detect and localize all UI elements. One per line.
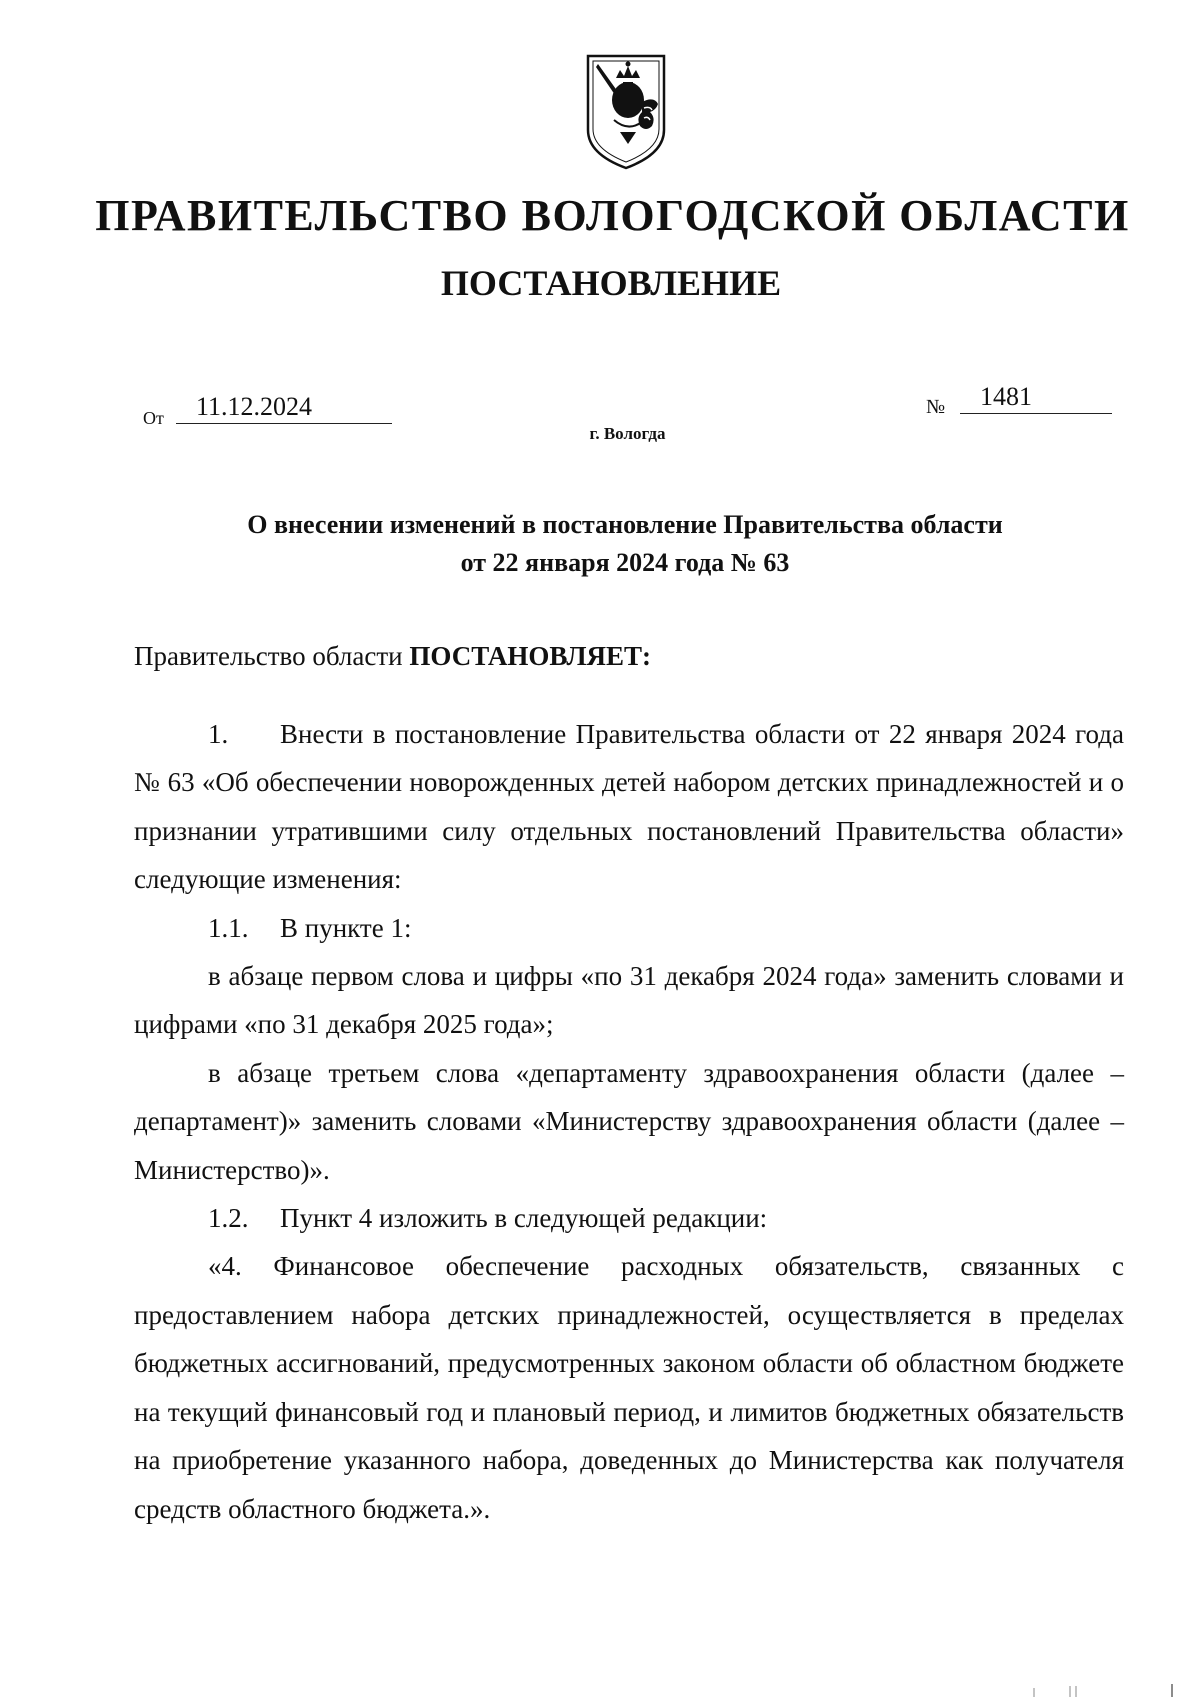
preamble-emphasis: ПОСТАНОВЛЯЕТ: <box>409 641 651 671</box>
document-body <box>134 710 1124 1533</box>
preamble-text: Правительство области <box>134 641 403 671</box>
document-date: 11.12.2024 <box>176 392 392 424</box>
paragraph-1-number: 1. <box>208 719 229 749</box>
paragraph-1-1-b: в абзаце третьем слова «департаменту здравоохранения области (далее – департамент)» заменить словами «Министерству здравоохранения области (далее – Министерство)». <box>134 1057 1124 1185</box>
paragraph-1-2-number: 1.2. <box>208 1203 249 1234</box>
paragraph-1-2-text: Пункт 4 изложить в следующей редакции: <box>280 1203 768 1234</box>
subject-line-2: от 22 января 2024 года № 63 <box>460 548 790 577</box>
city: г. Вологда <box>589 424 666 443</box>
date-prefix: От <box>143 408 164 428</box>
paragraph-1-1-a: в абзаце первом слова и цифры «по 31 декабря 2024 года» заменить словами и цифрами «по 31 декабря 2025 года»; <box>134 961 1124 1040</box>
paragraph-1-1-text: В пункте 1: <box>280 912 412 943</box>
coat-of-arms-icon <box>584 52 668 170</box>
subject-line-1: О внесении изменений в постановление Правительства области <box>247 510 1003 539</box>
paragraph-1-2 <box>134 1194 1124 1242</box>
document-type: ПОСТАНОВЛЕНИЕ <box>440 263 782 303</box>
paragraph-1-1-number: 1.1. <box>208 912 249 943</box>
paragraph-1-2-quote: «4. Финансовое обеспечение расходных обязательств, связанных с предоставлением набора детских принадлежностей, осуществляется в пределах бюджетных ассигнований, предусмотренных законом области об областном бюджете на текущий финансовый год и плановый период, и лимитов бюджетных обязательств на приобретение указанного набора, доведенных до Министерства как получателя средств областного бюджета.». <box>134 1251 1124 1524</box>
paragraph-1 <box>134 710 1124 904</box>
preamble <box>134 641 651 672</box>
scan-edge-marks <box>1030 1680 1180 1697</box>
number-prefix: № <box>926 396 946 418</box>
organization-title: ПРАВИТЕЛЬСТВО ВОЛОГОДСКОЙ ОБЛАСТИ <box>95 191 1130 240</box>
document-number: 1481 <box>960 382 1112 414</box>
paragraph-1-text: Внести в постановление Правительства области от 22 января 2024 года № 63 «Об обеспечении новорожденных детей набором детских принадлежностей и о признании утратившими силу отдельных постановлений Правительства области» следующие изменения: <box>134 719 1124 895</box>
paragraph-1-1 <box>134 904 1124 952</box>
document-subject <box>150 506 1100 582</box>
